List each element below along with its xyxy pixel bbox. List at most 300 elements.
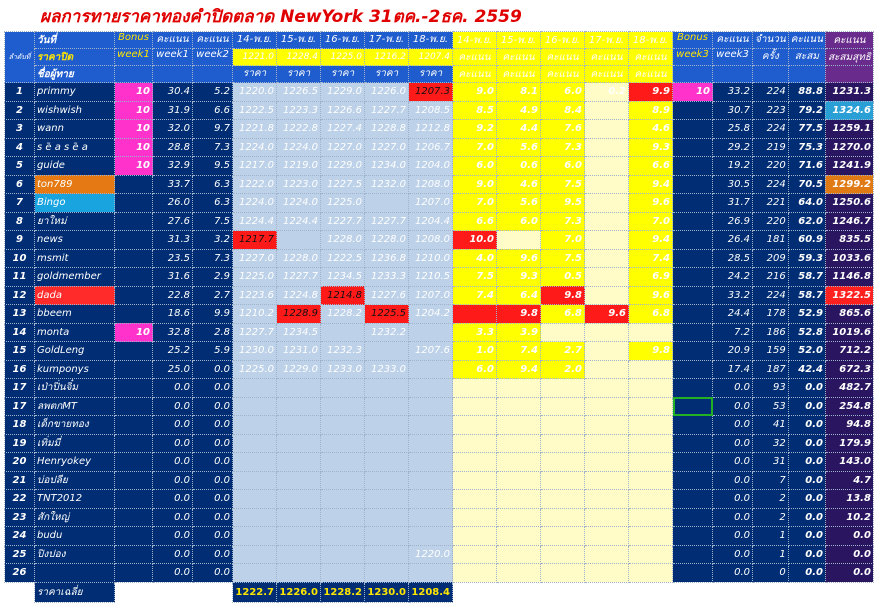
player-name[interactable]: สักใหญ่ <box>35 508 115 527</box>
price-guess[interactable] <box>365 471 409 490</box>
price-guess[interactable]: 1227.5 <box>321 175 365 194</box>
daily-score[interactable]: 9.4 <box>629 231 673 250</box>
price-guess[interactable]: 1226.0 <box>365 83 409 102</box>
net-total[interactable]: 0.0 <box>825 564 873 583</box>
daily-score[interactable]: 8.9 <box>629 101 673 120</box>
score-week2[interactable]: 5.9 <box>193 342 233 361</box>
score-week1[interactable]: 26.0 <box>153 194 193 213</box>
daily-score[interactable] <box>629 471 673 490</box>
player-name[interactable]: budu <box>35 527 115 546</box>
price-guess[interactable]: 1228.8 <box>365 120 409 139</box>
bonus-week1[interactable] <box>115 416 153 435</box>
score-week1[interactable]: 33.7 <box>153 175 193 194</box>
score-week2[interactable]: 2.8 <box>193 323 233 342</box>
daily-score[interactable]: 6.0 <box>541 83 585 102</box>
price-guess[interactable] <box>409 508 453 527</box>
daily-score[interactable]: 9.4 <box>497 360 541 379</box>
price-guess[interactable]: 1224.8 <box>277 286 321 305</box>
score-week2[interactable]: 0.0 <box>193 471 233 490</box>
score-week3[interactable]: 17.4 <box>713 360 753 379</box>
score-week2[interactable]: 9.5 <box>193 157 233 176</box>
daily-score[interactable]: 9.3 <box>497 268 541 287</box>
price-guess[interactable]: 1212.8 <box>409 120 453 139</box>
daily-score[interactable] <box>585 157 629 176</box>
price-guess[interactable] <box>365 434 409 453</box>
daily-score[interactable]: 7.5 <box>541 175 585 194</box>
daily-score[interactable] <box>629 379 673 398</box>
score-week2[interactable]: 6.3 <box>193 175 233 194</box>
player-name[interactable] <box>35 564 115 583</box>
price-guess[interactable] <box>365 342 409 361</box>
daily-score[interactable] <box>453 453 497 472</box>
net-total[interactable]: 1299.2 <box>825 175 873 194</box>
daily-score[interactable]: 9.3 <box>629 138 673 157</box>
bonus-week1[interactable] <box>115 231 153 250</box>
bonus-week1[interactable]: 10 <box>115 138 153 157</box>
bonus-week3[interactable] <box>673 305 713 324</box>
daily-score[interactable]: 9.6 <box>497 249 541 268</box>
price-guess[interactable]: 1208.0 <box>409 231 453 250</box>
price-guess[interactable]: 1233.3 <box>365 268 409 287</box>
bonus-week1[interactable] <box>115 342 153 361</box>
daily-score[interactable] <box>541 397 585 416</box>
daily-score[interactable]: 9.9 <box>629 83 673 102</box>
player-name[interactable]: monta <box>35 323 115 342</box>
price-guess[interactable]: 1227.0 <box>321 138 365 157</box>
accumulated-score[interactable]: 58.7 <box>788 286 825 305</box>
net-total[interactable]: 13.8 <box>825 490 873 509</box>
score-week3[interactable]: 0.0 <box>713 416 753 435</box>
daily-score[interactable] <box>585 212 629 231</box>
price-guess[interactable]: 1227.7 <box>233 323 277 342</box>
daily-score[interactable]: 2.7 <box>541 342 585 361</box>
price-guess[interactable] <box>321 564 365 583</box>
score-week1[interactable]: 22.8 <box>153 286 193 305</box>
price-guess[interactable]: 1208.0 <box>409 175 453 194</box>
price-guess[interactable]: 1227.6 <box>365 286 409 305</box>
daily-score[interactable] <box>541 453 585 472</box>
bonus-week1[interactable] <box>115 397 153 416</box>
daily-score[interactable] <box>585 490 629 509</box>
price-guess[interactable]: 1225.0 <box>233 360 277 379</box>
score-week1[interactable]: 32.9 <box>153 157 193 176</box>
player-name[interactable]: bbeem <box>35 305 115 324</box>
daily-score[interactable] <box>585 268 629 287</box>
daily-score[interactable]: 0.5 <box>541 268 585 287</box>
bonus-week3[interactable] <box>673 175 713 194</box>
score-week1[interactable]: 25.2 <box>153 342 193 361</box>
price-guess[interactable] <box>277 434 321 453</box>
score-week2[interactable]: 0.0 <box>193 379 233 398</box>
bonus-week1[interactable] <box>115 249 153 268</box>
daily-score[interactable] <box>497 416 541 435</box>
play-count[interactable]: 187 <box>753 360 789 379</box>
play-count[interactable]: 219 <box>753 138 789 157</box>
daily-score[interactable] <box>585 120 629 139</box>
score-week3[interactable]: 0.0 <box>713 397 753 416</box>
price-guess[interactable]: 1224.4 <box>233 212 277 231</box>
price-guess[interactable]: 1227.7 <box>277 268 321 287</box>
score-week3[interactable]: 33.2 <box>713 83 753 102</box>
bonus-week1[interactable] <box>115 175 153 194</box>
daily-score[interactable] <box>453 416 497 435</box>
price-guess[interactable] <box>409 490 453 509</box>
bonus-week3[interactable] <box>673 286 713 305</box>
price-guess[interactable] <box>409 471 453 490</box>
score-week3[interactable]: 0.0 <box>713 453 753 472</box>
price-guess[interactable] <box>321 527 365 546</box>
daily-score[interactable]: 7.4 <box>453 286 497 305</box>
bonus-week1[interactable] <box>115 194 153 213</box>
score-week2[interactable]: 7.3 <box>193 249 233 268</box>
price-guess[interactable]: 1224.0 <box>277 194 321 213</box>
bonus-week3[interactable] <box>673 508 713 527</box>
price-guess[interactable]: 1206.7 <box>409 138 453 157</box>
price-guess[interactable]: 1214.8 <box>321 286 365 305</box>
bonus-week3[interactable] <box>673 527 713 546</box>
play-count[interactable]: 181 <box>753 231 789 250</box>
score-week3[interactable]: 0.0 <box>713 379 753 398</box>
price-guess[interactable]: 1231.0 <box>277 342 321 361</box>
daily-score[interactable]: 7.0 <box>453 194 497 213</box>
player-name[interactable]: wishwish <box>35 101 115 120</box>
score-week1[interactable]: 0.0 <box>153 545 193 564</box>
price-guess[interactable]: 1226.5 <box>277 83 321 102</box>
player-name[interactable]: เป่าปิ่นจิ๋ม <box>35 379 115 398</box>
daily-score[interactable]: 4.0 <box>453 249 497 268</box>
price-guess[interactable] <box>321 453 365 472</box>
bonus-week3[interactable] <box>673 360 713 379</box>
daily-score[interactable] <box>453 527 497 546</box>
net-total[interactable]: 1250.6 <box>825 194 873 213</box>
net-total[interactable]: 712.2 <box>825 342 873 361</box>
daily-score[interactable]: 4.4 <box>497 120 541 139</box>
player-name[interactable]: dada <box>35 286 115 305</box>
daily-score[interactable] <box>629 564 673 583</box>
daily-score[interactable]: 6.9 <box>629 268 673 287</box>
net-total[interactable]: 1322.5 <box>825 286 873 305</box>
price-guess[interactable] <box>233 453 277 472</box>
daily-score[interactable] <box>453 379 497 398</box>
daily-score[interactable]: 4.6 <box>629 120 673 139</box>
price-guess[interactable]: 1225.0 <box>321 194 365 213</box>
bonus-week1[interactable] <box>115 490 153 509</box>
accumulated-score[interactable]: 0.0 <box>788 471 825 490</box>
daily-score[interactable]: 1.0 <box>453 342 497 361</box>
daily-score[interactable] <box>585 397 629 416</box>
score-week2[interactable]: 0.0 <box>193 490 233 509</box>
daily-score[interactable] <box>541 527 585 546</box>
daily-score[interactable]: 6.0 <box>453 157 497 176</box>
price-guess[interactable] <box>277 453 321 472</box>
bonus-week1[interactable] <box>115 379 153 398</box>
accumulated-score[interactable]: 0.0 <box>788 434 825 453</box>
price-guess[interactable]: 1230.0 <box>233 342 277 361</box>
player-name[interactable]: บ่อปลีย <box>35 471 115 490</box>
bonus-week3[interactable] <box>673 268 713 287</box>
daily-score[interactable] <box>541 379 585 398</box>
daily-score[interactable] <box>585 323 629 342</box>
accumulated-score[interactable]: 64.0 <box>788 194 825 213</box>
player-name[interactable]: ปิงปอง <box>35 545 115 564</box>
daily-score[interactable] <box>585 249 629 268</box>
price-guess[interactable]: 1228.2 <box>321 305 365 324</box>
play-count[interactable]: 224 <box>753 120 789 139</box>
play-count[interactable]: 178 <box>753 305 789 324</box>
daily-score[interactable] <box>585 286 629 305</box>
score-week1[interactable]: 25.0 <box>153 360 193 379</box>
score-week3[interactable]: 0.0 <box>713 564 753 583</box>
daily-score[interactable]: 6.8 <box>541 305 585 324</box>
daily-score[interactable]: 8.4 <box>541 101 585 120</box>
play-count[interactable]: 224 <box>753 175 789 194</box>
score-week3[interactable]: 29.2 <box>713 138 753 157</box>
price-guess[interactable]: 1210.0 <box>409 249 453 268</box>
daily-score[interactable] <box>629 508 673 527</box>
play-count[interactable]: 221 <box>753 194 789 213</box>
bonus-week3[interactable]: 10 <box>673 83 713 102</box>
net-total[interactable]: 179.9 <box>825 434 873 453</box>
accumulated-score[interactable]: 52.8 <box>788 323 825 342</box>
price-guess[interactable] <box>365 545 409 564</box>
score-week1[interactable]: 0.0 <box>153 508 193 527</box>
price-guess[interactable]: 1224.0 <box>233 138 277 157</box>
daily-score[interactable]: 7.0 <box>541 231 585 250</box>
price-guess[interactable]: 1223.6 <box>233 286 277 305</box>
bonus-week3[interactable] <box>673 416 713 435</box>
daily-score[interactable] <box>497 471 541 490</box>
bonus-week1[interactable] <box>115 564 153 583</box>
play-count[interactable]: 186 <box>753 323 789 342</box>
daily-score[interactable] <box>629 360 673 379</box>
score-week1[interactable]: 0.0 <box>153 379 193 398</box>
price-guess[interactable] <box>321 379 365 398</box>
daily-score[interactable] <box>629 453 673 472</box>
score-week3[interactable]: 7.2 <box>713 323 753 342</box>
price-guess[interactable] <box>233 508 277 527</box>
accumulated-score[interactable]: 79.2 <box>788 101 825 120</box>
daily-score[interactable]: 4.6 <box>497 175 541 194</box>
daily-score[interactable] <box>497 379 541 398</box>
price-guess[interactable] <box>321 508 365 527</box>
score-week3[interactable]: 26.9 <box>713 212 753 231</box>
price-guess[interactable] <box>321 434 365 453</box>
daily-score[interactable] <box>629 434 673 453</box>
bonus-week1[interactable]: 10 <box>115 157 153 176</box>
price-guess[interactable]: 1204.0 <box>409 157 453 176</box>
bonus-week3[interactable] <box>673 101 713 120</box>
price-guess[interactable]: 1226.6 <box>321 101 365 120</box>
price-guess[interactable]: 1225.0 <box>233 268 277 287</box>
price-guess[interactable]: 1220.0 <box>233 83 277 102</box>
bonus-week1[interactable]: 10 <box>115 120 153 139</box>
accumulated-score[interactable]: 62.0 <box>788 212 825 231</box>
accumulated-score[interactable]: 70.5 <box>788 175 825 194</box>
score-week2[interactable]: 0.0 <box>193 508 233 527</box>
daily-score[interactable]: 7.3 <box>541 212 585 231</box>
daily-score[interactable] <box>585 231 629 250</box>
daily-score[interactable] <box>585 194 629 213</box>
price-guess[interactable] <box>233 379 277 398</box>
player-name[interactable]: ลพตกMT <box>35 397 115 416</box>
bonus-week3[interactable] <box>673 138 713 157</box>
price-guess[interactable]: 1207.0 <box>409 194 453 213</box>
score-week1[interactable]: 31.3 <box>153 231 193 250</box>
bonus-week3[interactable] <box>673 545 713 564</box>
daily-score[interactable]: 9.6 <box>629 286 673 305</box>
accumulated-score[interactable]: 0.0 <box>788 564 825 583</box>
score-week1[interactable]: 30.4 <box>153 83 193 102</box>
score-week1[interactable]: 0.0 <box>153 564 193 583</box>
score-week3[interactable]: 20.9 <box>713 342 753 361</box>
daily-score[interactable]: 8.1 <box>497 83 541 102</box>
bonus-week1[interactable] <box>115 453 153 472</box>
daily-score[interactable]: 6.0 <box>497 212 541 231</box>
daily-score[interactable] <box>541 416 585 435</box>
price-guess[interactable] <box>365 564 409 583</box>
net-total[interactable]: 482.7 <box>825 379 873 398</box>
daily-score[interactable] <box>497 527 541 546</box>
price-guess[interactable] <box>321 471 365 490</box>
accumulated-score[interactable]: 60.9 <box>788 231 825 250</box>
daily-score[interactable]: 7.4 <box>629 249 673 268</box>
accumulated-score[interactable]: 58.7 <box>788 268 825 287</box>
price-guess[interactable]: 1228.0 <box>277 249 321 268</box>
daily-score[interactable] <box>629 545 673 564</box>
daily-score[interactable] <box>629 490 673 509</box>
daily-score[interactable]: 3.9 <box>497 323 541 342</box>
bonus-week3[interactable] <box>673 490 713 509</box>
accumulated-score[interactable]: 0.0 <box>788 490 825 509</box>
daily-score[interactable]: 4.9 <box>497 101 541 120</box>
price-guess[interactable] <box>321 323 365 342</box>
bonus-week3[interactable] <box>673 471 713 490</box>
score-week1[interactable]: 31.6 <box>153 268 193 287</box>
price-guess[interactable]: 1227.0 <box>365 138 409 157</box>
bonus-week1[interactable]: 10 <box>115 101 153 120</box>
score-week3[interactable]: 19.2 <box>713 157 753 176</box>
daily-score[interactable] <box>585 434 629 453</box>
net-total[interactable]: 1033.6 <box>825 249 873 268</box>
daily-score[interactable] <box>585 101 629 120</box>
daily-score[interactable]: 9.0 <box>453 83 497 102</box>
price-guess[interactable] <box>233 545 277 564</box>
player-name[interactable]: guide <box>35 157 115 176</box>
score-week2[interactable]: 0.0 <box>193 397 233 416</box>
score-week3[interactable]: 30.7 <box>713 101 753 120</box>
price-guess[interactable] <box>409 527 453 546</box>
daily-score[interactable]: 9.6 <box>585 305 629 324</box>
player-name[interactable]: news <box>35 231 115 250</box>
price-guess[interactable] <box>277 379 321 398</box>
price-guess[interactable] <box>409 379 453 398</box>
play-count[interactable]: 209 <box>753 249 789 268</box>
price-guess[interactable] <box>277 231 321 250</box>
accumulated-score[interactable]: 52.9 <box>788 305 825 324</box>
net-total[interactable]: 1241.9 <box>825 157 873 176</box>
score-week2[interactable]: 0.0 <box>193 416 233 435</box>
bonus-week3[interactable] <box>673 194 713 213</box>
player-name[interactable]: s ẽ a s ẽ a <box>35 138 115 157</box>
daily-score[interactable] <box>541 508 585 527</box>
price-guess[interactable] <box>233 490 277 509</box>
daily-score[interactable]: 6.4 <box>497 286 541 305</box>
score-week1[interactable]: 28.8 <box>153 138 193 157</box>
bonus-week1[interactable] <box>115 545 153 564</box>
price-guess[interactable]: 1234.0 <box>365 157 409 176</box>
price-guess[interactable]: 1207.0 <box>409 286 453 305</box>
price-guess[interactable]: 1222.5 <box>321 249 365 268</box>
score-week2[interactable]: 0.0 <box>193 527 233 546</box>
price-guess[interactable] <box>365 508 409 527</box>
daily-score[interactable]: 5.6 <box>497 194 541 213</box>
player-name[interactable]: kumponys <box>35 360 115 379</box>
score-week1[interactable]: 32.8 <box>153 323 193 342</box>
daily-score[interactable] <box>585 175 629 194</box>
play-count[interactable]: 41 <box>753 416 789 435</box>
price-guess[interactable] <box>321 416 365 435</box>
price-guess[interactable] <box>233 397 277 416</box>
daily-score[interactable] <box>585 453 629 472</box>
net-total[interactable]: 0.0 <box>825 545 873 564</box>
bonus-week3[interactable] <box>673 120 713 139</box>
net-total[interactable]: 1246.7 <box>825 212 873 231</box>
accumulated-score[interactable]: 42.4 <box>788 360 825 379</box>
price-guess[interactable] <box>409 323 453 342</box>
daily-score[interactable]: 0.2 <box>585 83 629 102</box>
daily-score[interactable] <box>585 564 629 583</box>
play-count[interactable]: 1 <box>753 545 789 564</box>
bonus-week3[interactable] <box>673 342 713 361</box>
score-week3[interactable]: 24.4 <box>713 305 753 324</box>
net-total[interactable]: 672.3 <box>825 360 873 379</box>
daily-score[interactable] <box>585 527 629 546</box>
score-week2[interactable]: 0.0 <box>193 564 233 583</box>
bonus-week1[interactable] <box>115 212 153 231</box>
accumulated-score[interactable]: 0.0 <box>788 416 825 435</box>
daily-score[interactable] <box>585 545 629 564</box>
score-week2[interactable]: 7.3 <box>193 138 233 157</box>
score-week1[interactable]: 31.9 <box>153 101 193 120</box>
score-week3[interactable]: 26.4 <box>713 231 753 250</box>
bonus-week1[interactable]: 10 <box>115 323 153 342</box>
play-count[interactable]: 224 <box>753 83 789 102</box>
price-guess[interactable]: 1229.0 <box>321 83 365 102</box>
daily-score[interactable] <box>585 416 629 435</box>
price-guess[interactable]: 1224.0 <box>277 138 321 157</box>
net-total[interactable]: 1324.6 <box>825 101 873 120</box>
daily-score[interactable]: 9.6 <box>629 194 673 213</box>
price-guess[interactable] <box>233 434 277 453</box>
price-guess[interactable] <box>409 434 453 453</box>
daily-score[interactable]: 7.5 <box>541 249 585 268</box>
score-week1[interactable]: 0.0 <box>153 453 193 472</box>
score-week2[interactable]: 2.9 <box>193 268 233 287</box>
daily-score[interactable]: 6.0 <box>453 360 497 379</box>
daily-score[interactable]: 3.3 <box>453 323 497 342</box>
price-guess[interactable]: 1217.7 <box>233 231 277 250</box>
daily-score[interactable]: 9.8 <box>497 305 541 324</box>
bonus-week1[interactable] <box>115 360 153 379</box>
daily-score[interactable]: 10.0 <box>453 231 497 250</box>
daily-score[interactable] <box>629 416 673 435</box>
daily-score[interactable] <box>453 305 497 324</box>
score-week1[interactable]: 32.0 <box>153 120 193 139</box>
score-week1[interactable]: 0.0 <box>153 434 193 453</box>
daily-score[interactable]: 9.8 <box>541 286 585 305</box>
accumulated-score[interactable]: 71.6 <box>788 157 825 176</box>
price-guess[interactable]: 1233.0 <box>365 360 409 379</box>
